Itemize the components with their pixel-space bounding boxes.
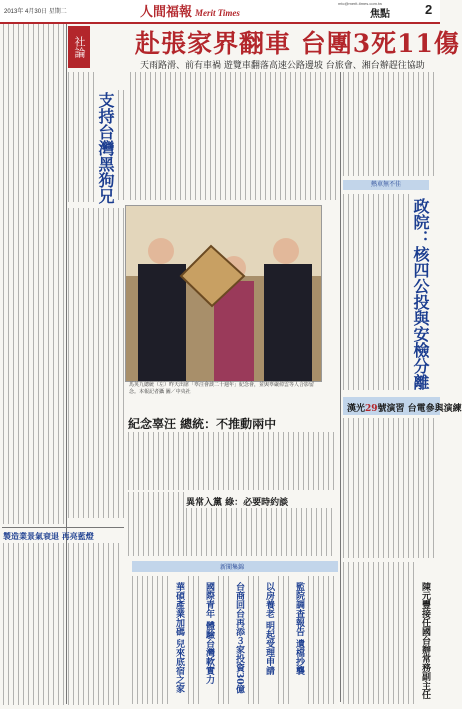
digest-item-4: 以房養老 明起受理申請 — [264, 582, 274, 676]
hanguang-number: 29 — [365, 404, 378, 414]
digest-text-3 — [218, 576, 232, 704]
manufacturing-headline: 製造業景氣衰退 再亮藍燈 — [3, 531, 94, 541]
editorial-text-3 — [68, 208, 124, 518]
photo-credit: 圖／中央社 — [165, 388, 191, 395]
editorial-text — [68, 72, 94, 202]
hanguang-text — [343, 418, 437, 558]
digest-text-1 — [132, 576, 172, 704]
lead-story-text-2 — [343, 72, 437, 176]
page-number: 2 — [425, 2, 433, 17]
party-headline: 異常入黨 綠：必要時約談 — [186, 498, 289, 508]
editorial-tag: 社論 — [68, 26, 90, 68]
digest-item-2: 國際青年 體驗台灣軟實力 — [204, 582, 214, 685]
editorial-text-2 — [118, 90, 126, 200]
center-lower-text — [128, 492, 184, 556]
photo-caption: 馬英九總統（左）昨天出席「辜汪會談二十週年」紀念會，並與辜嚴倬雲等人合影留念。本報記者攝 圖／中央社 — [129, 382, 315, 395]
memorial-text — [128, 432, 336, 490]
news-photo — [125, 205, 322, 382]
digest-item-1: 華碩產業加碼 兒來底宿之家 — [174, 582, 184, 694]
right-column-text — [343, 194, 409, 390]
digest-item-5: 監院調查報告 遺檔抄襲 — [294, 582, 304, 676]
masthead-cn: 人間福報 — [140, 5, 193, 20]
right-column-label: 熱車無不佳 — [343, 180, 429, 190]
bottom-right-headline: 陳元豐接任國台辦常務副主任 — [420, 582, 430, 699]
bottom-right-text — [343, 562, 417, 704]
contact-email: mtc@merit-times.com.tw — [338, 1, 383, 6]
newspaper-masthead — [140, 1, 240, 18]
column-divider-2 — [340, 72, 341, 702]
digest-text-5 — [278, 576, 292, 704]
lead-story-text — [130, 72, 338, 200]
digest-item-3: 台商回台再添３家投資30億 — [234, 582, 244, 694]
manufacturing-text — [3, 543, 123, 705]
digest-text-6 — [308, 576, 336, 704]
lead-subhead: 天雨路滑、前有車禍 遊覽車翻落高速公路邊坡 台旅會、湘台辦趕往協助 — [140, 61, 425, 71]
digest-text-2 — [188, 576, 202, 704]
memorial-headline: 紀念辜汪 總統：不推動兩中 — [128, 417, 277, 431]
lead-headline: 赴張家界翻車 台團3死11傷 — [135, 29, 460, 58]
news-digest-title: 新聞集錦 — [220, 564, 245, 571]
editorial-title: 支持台灣黑狗兄 — [96, 92, 115, 204]
left-column-text — [3, 24, 65, 524]
photo-illustration — [126, 206, 321, 381]
hanguang-headline: 漢光29號演習 台電參與演練 — [347, 404, 462, 414]
party-text — [186, 508, 336, 556]
left-lower-rule — [2, 527, 124, 528]
issue-date: 2013年 4月30日 星期二 — [4, 9, 67, 15]
right-column-headline: 政院：核四公投與安檢分離 — [411, 198, 430, 390]
section-name: 焦點 — [370, 9, 390, 20]
masthead-en: Merit Times — [195, 8, 240, 18]
digest-text-4 — [248, 576, 262, 704]
